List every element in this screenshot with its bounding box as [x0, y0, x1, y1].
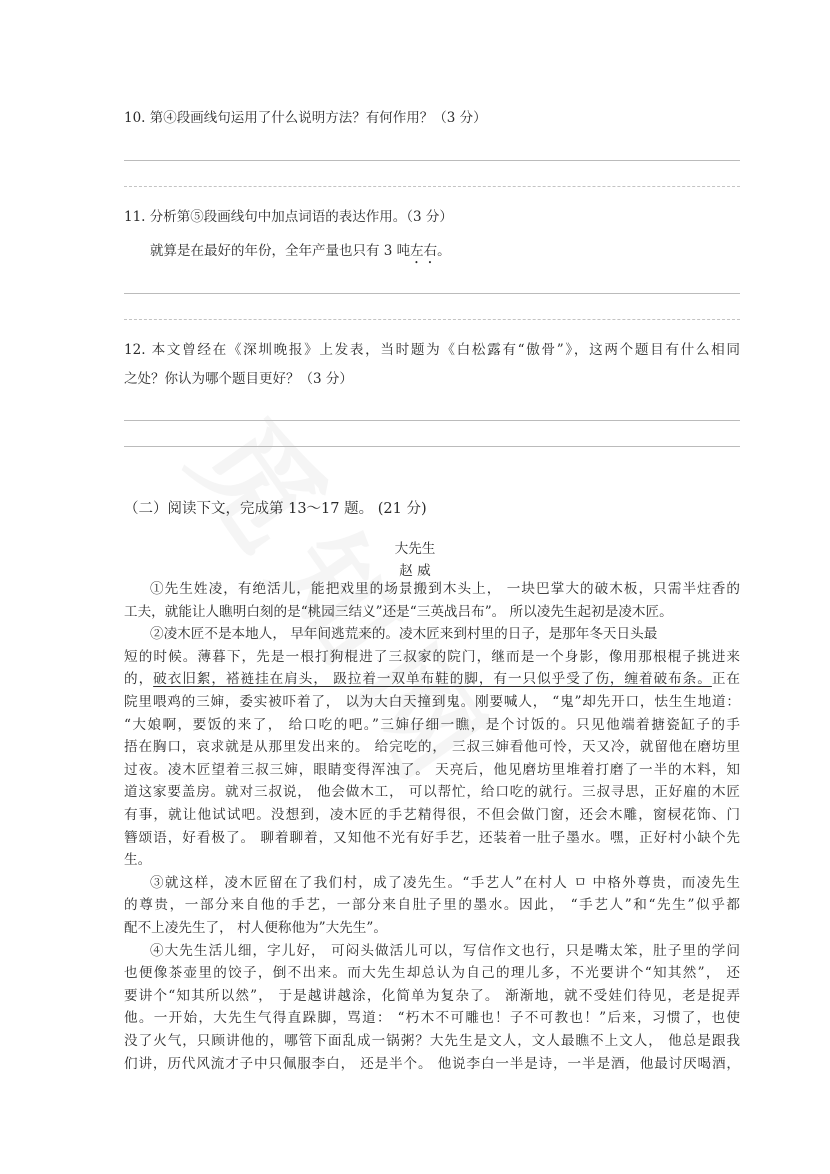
passage-author: 赵 威	[399, 563, 431, 579]
answer-line[interactable]	[124, 160, 740, 161]
answer-line[interactable]	[124, 446, 740, 447]
passage-line: ①先生姓凌，有绝活儿，能把戏里的场景搬到木头上， 一块巴掌大的破木板，只需半炷香的	[150, 581, 740, 597]
question-12: 12. 本文曾经在《深圳晚报》上发表，当时题为《白松露有“傲骨”》，这两个题目有什么相同	[124, 342, 740, 358]
passage-line: 有事，就让他试试吧。没想到，凌木匠的手艺精得很，不但会做门窗，还会木雕，窗棂花饰、门	[124, 807, 740, 823]
answer-line[interactable]	[124, 186, 740, 187]
dotted-words: 左右	[410, 243, 438, 259]
passage-line: ②凌木匠不是本地人， 早年间逃荒来的。凌木匠来到村里的日子，是那年冬天日头最	[150, 626, 658, 643]
passage-line: 短的时候。薄暮下，先是一根打狗棍进了三叔家的院门，继而是一个身影，像用那根棍子挑进来	[124, 648, 740, 665]
passage-line: 捂在胸口，哀求就是从那里发出来的。 给完吃的， 三叔三婶看他可怜，天又冷，就留他在磨坊里	[124, 739, 740, 756]
text: 的，	[124, 671, 154, 688]
answer-line[interactable]	[124, 293, 740, 294]
answer-line[interactable]	[124, 420, 740, 421]
passage-line: ③就这样，凌木匠留在了我们村，成了凌先生。“手艺人”在村人 ㅁ 中格外尊贵，而凌先生	[150, 874, 740, 891]
passage-line: 配不上凌先生了， 村人便称他为”大先生”。	[124, 920, 387, 936]
passage-line: 生。	[124, 852, 152, 869]
passage-line-underlined	[124, 670, 740, 688]
passage-line: 院里喂鸡的三婶，委实被吓着了， 以为大白天撞到鬼。刚要喊人， “鬼”却先开口，怯生生地道：	[124, 694, 740, 710]
text: 正在	[711, 671, 741, 688]
answer-line[interactable]	[124, 319, 740, 320]
passage-line: 道这家要盖房。就对三叔说， 他会做木工， 可以帮忙，给口吃的就行。三叔寻思，正好雇的木匠	[124, 784, 740, 801]
question-10: 10. 第④段画线句运用了什么说明方法？有何作用？（3 分）	[124, 110, 487, 126]
passage-line: “大娘啊，要饭的来了， 给口吃的吧。”三婶仔细一瞧，是个讨饭的。只见他端着搪瓷缸子的手	[124, 716, 740, 733]
passage-line: 也便像茶壶里的饺子，倒不出来。而大先生却总认为自己的理儿多，不光要讲个“知其然”， 还	[124, 965, 740, 982]
passage-line: 工夫，就能让人瞧明白刻的是“桃园三结义”还是“三英战吕布”。 所以凌先生起初是凌木匠。	[124, 603, 673, 620]
passage-line: ④大先生活儿细，字儿好， 可闷头做活儿可以，写信作文也行，只是嘴太笨，肚子里的学问	[150, 942, 740, 959]
passage-line: 要讲个“知其所以然”， 于是越讲越涂，化简单为复杂了。 渐渐地，就不受娃们待见，老是捉弄	[124, 987, 740, 1004]
passage-title: 大先生	[394, 541, 436, 557]
section-header: （二）阅读下文，完成第 13～17 题。 (21 分)	[124, 501, 427, 517]
passage-line: 们讲，历代风流才子中只佩服李白， 还是半个。 他说李白一半是诗，一半是酒，他最讨厌喝酒，	[124, 1055, 740, 1072]
passage-line: 没了火气，只顾讲他的，哪管下面乱成一锅粥？大先生是文人，文人最瞧不上文人， 他总是跟我	[124, 1033, 740, 1049]
passage-line: 簪颂语，好看极了。 聊着聊着，又知他不光有好手艺，还装着一肚子墨水。嘿，正好村小缺个先	[124, 829, 740, 846]
question-11-quote: 就算是在最好的年份，全年产量也只有 3 吨左右。	[150, 243, 451, 259]
underlined-sentence: 破衣旧絮，褡裢挂在肩头， 趿拉着一双单布鞋的脚，有一只似乎受了伤，缠着破布条。	[153, 671, 712, 688]
passage-line: 过夜。凌木匠望着三叔三婶，眼睛变得浑浊了。 天亮后，他见磨坊里堆着打磨了一半的木料，知	[124, 761, 740, 778]
passage-line: 他。一开始，大先生气得直跺脚，骂道： “朽木不可雕也！子不可教也！”后来，习惯了，也使	[124, 1010, 740, 1027]
passage-line: 的尊贵，一部分来自他的手艺，一部分来自肚子里的墨水。因此， “手艺人”和“先生”似乎都	[124, 897, 740, 914]
question-11: 11. 分析第⑤段画线句中加点词语的表达作用。（3 分）	[124, 209, 453, 225]
question-12-cont: 之处？你认为哪个题目更好？（3 分）	[124, 371, 353, 387]
